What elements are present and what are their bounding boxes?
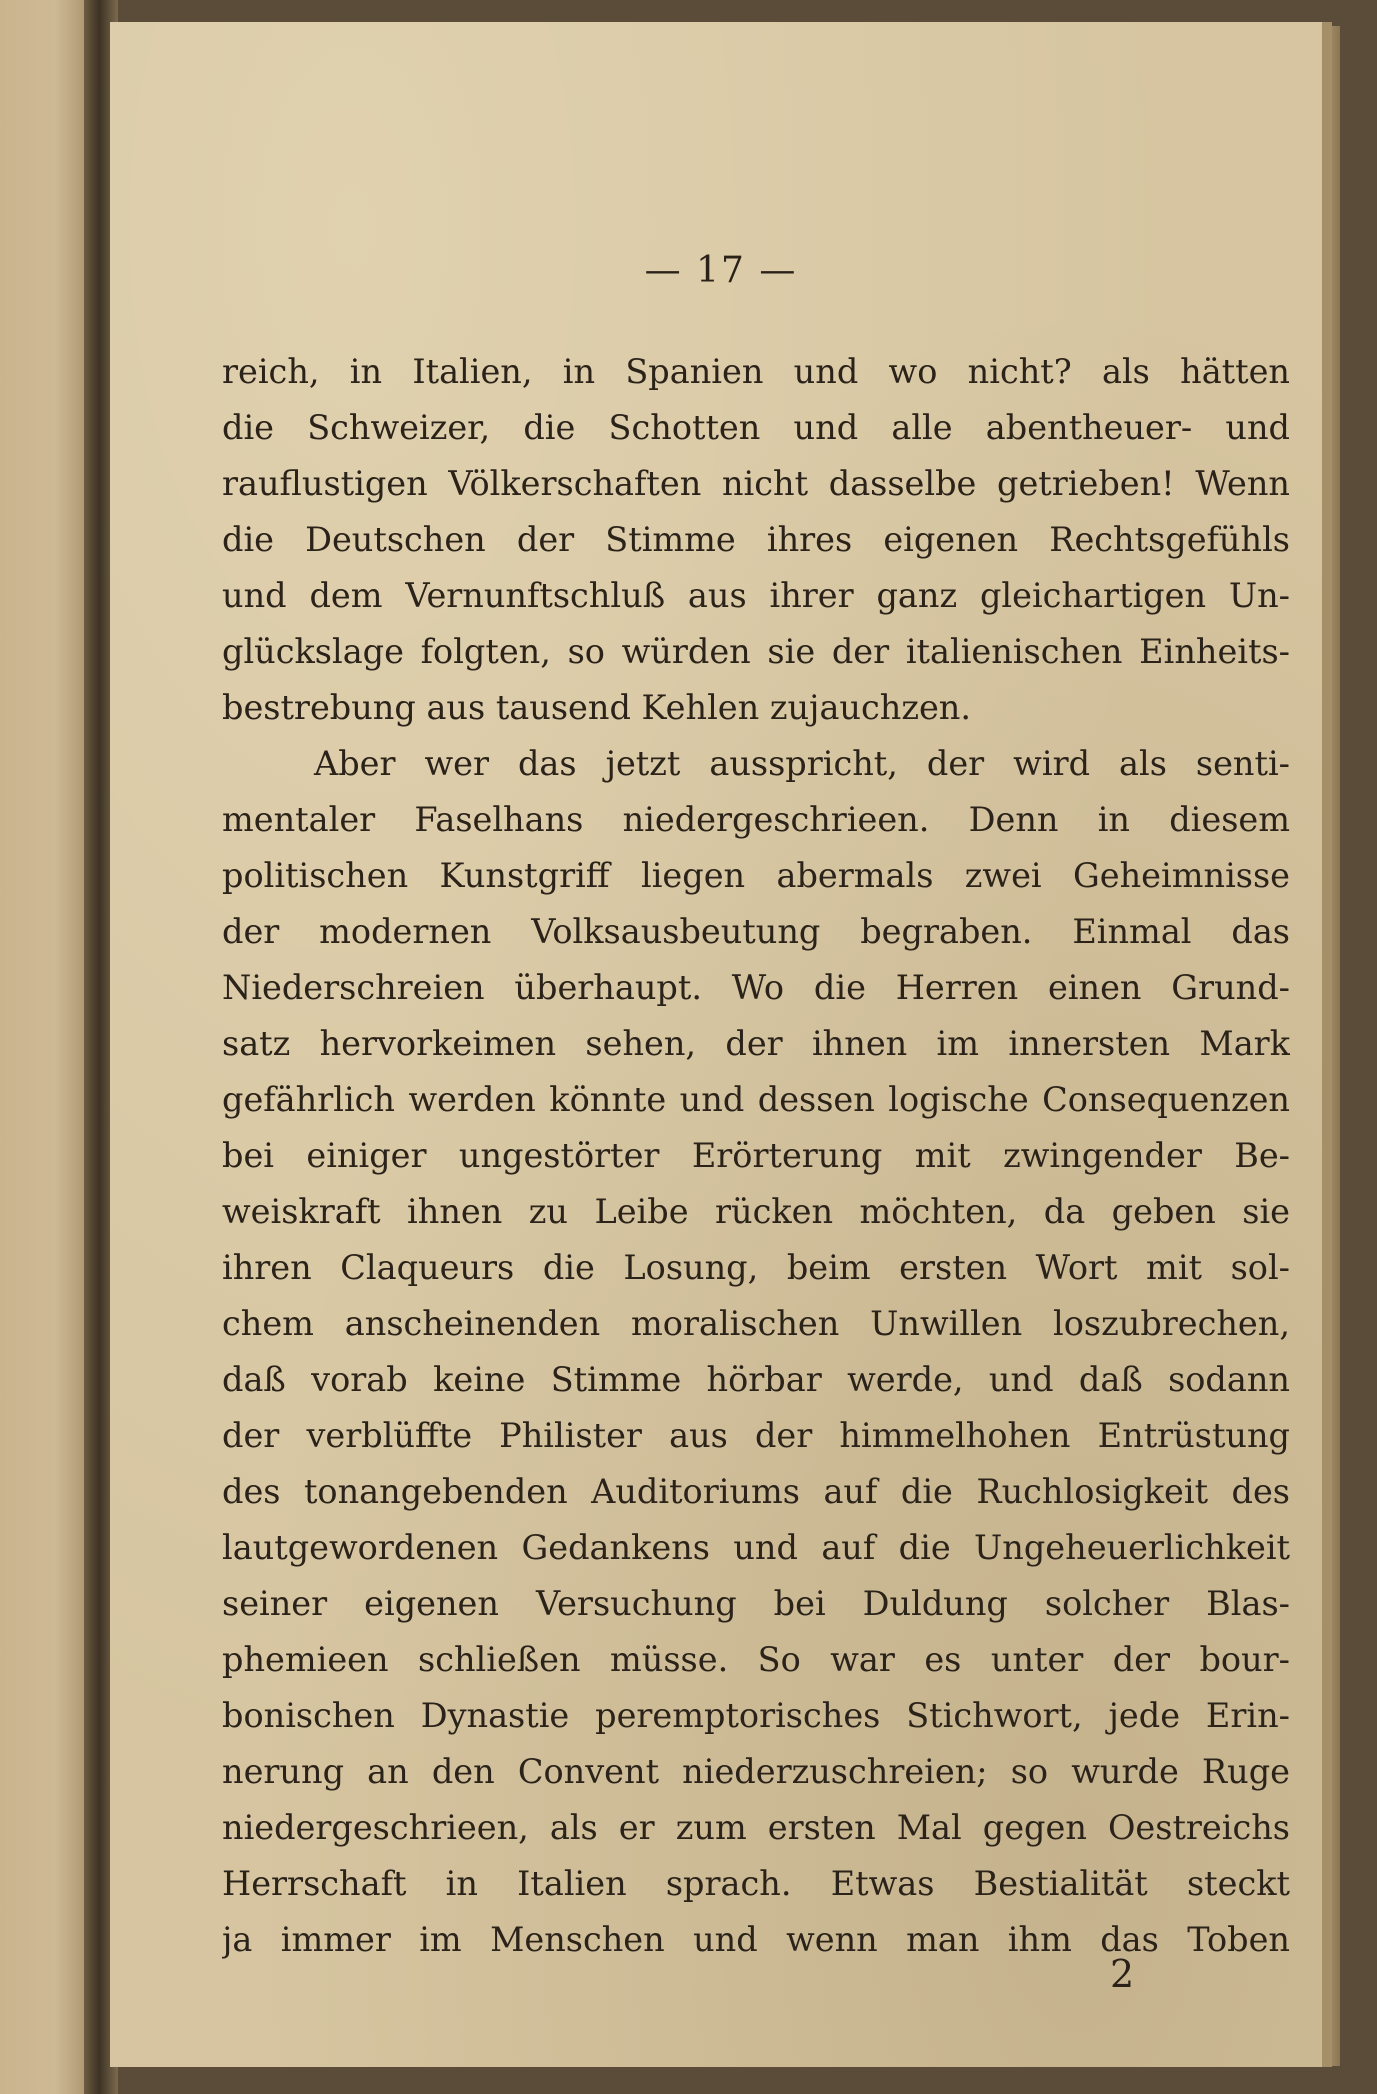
body-text xyxy=(222,344,1290,1968)
text-line: ihren Claqueurs die Losung, beim ersten Wort mit sol- xyxy=(222,1248,1290,1287)
text-line: satz hervorkeimen sehen, der ihnen im innersten Mark xyxy=(222,1024,1290,1063)
text-line: lautgewordenen Gedankens und auf die Ungeheuerlichkeit xyxy=(222,1528,1290,1567)
text-line: die Schweizer, die Schotten und alle abentheuer- und xyxy=(222,408,1290,447)
text-line: die Deutschen der Stimme ihres eigenen Rechtsgefühls xyxy=(222,520,1290,559)
text-line: daß vorab keine Stimme hörbar werde, und daß sodann xyxy=(222,1360,1290,1399)
text-line: seiner eigenen Versuchung bei Duldung solcher Blas- xyxy=(222,1584,1290,1623)
signature-mark: 2 xyxy=(1110,1952,1135,1996)
text-line: gefährlich werden könnte und dessen logische Consequenzen xyxy=(222,1080,1290,1119)
text-line: bonischen Dynastie peremptorisches Stichwort, jede Erin- xyxy=(222,1696,1290,1735)
text-line: der modernen Volksausbeutung begraben. Einmal das xyxy=(222,912,1290,951)
text-line: der verblüffte Philister aus der himmelhohen Entrüstung xyxy=(222,1416,1290,1455)
text-line: politischen Kunstgriff liegen abermals zwei Geheimnisse xyxy=(222,856,1290,895)
text-line: reich, in Italien, in Spanien und wo nicht? als hätten xyxy=(222,352,1290,391)
text-line: Aber wer das jetzt ausspricht, der wird als senti- xyxy=(314,744,1290,783)
text-line: phemieen schließen müsse. So war es unter der bour- xyxy=(222,1640,1290,1679)
text-line: ja immer im Menschen und wenn man ihm das Toben xyxy=(222,1920,1290,1959)
text-line: rauflustigen Völkerschaften nicht dasselbe getrieben! Wenn xyxy=(222,464,1290,503)
text-line: und dem Vernunftschluß aus ihrer ganz gleichartigen Un- xyxy=(222,576,1290,615)
text-line: bestrebung aus tausend Kehlen zujauchzen. xyxy=(222,688,972,727)
text-line: glückslage folgten, so würden sie der italienischen Einheits- xyxy=(222,632,1290,671)
text-line: mentaler Faselhans niedergeschrieen. Denn in diesem xyxy=(222,800,1290,839)
text-line: niedergeschrieen, als er zum ersten Mal gegen Oestreichs xyxy=(222,1808,1290,1847)
text-line: chem anscheinenden moralischen Unwillen loszubrechen, xyxy=(222,1304,1290,1343)
page-number: — 17 — xyxy=(644,250,798,291)
text-line: des tonangebenden Auditoriums auf die Ruchlosigkeit des xyxy=(222,1472,1290,1511)
text-line: Herrschaft in Italien sprach. Etwas Bestialität steckt xyxy=(222,1864,1290,1903)
text-line: nerung an den Convent niederzuschreien; so wurde Ruge xyxy=(222,1752,1290,1791)
text-line: Niederschreien überhaupt. Wo die Herren einen Grund- xyxy=(222,968,1290,1007)
text-line: bei einiger ungestörter Erörterung mit zwingender Be- xyxy=(222,1136,1290,1175)
text-line: weiskraft ihnen zu Leibe rücken möchten, da geben sie xyxy=(222,1192,1290,1231)
book-page xyxy=(110,22,1332,2067)
left-page-edge xyxy=(0,0,92,2094)
